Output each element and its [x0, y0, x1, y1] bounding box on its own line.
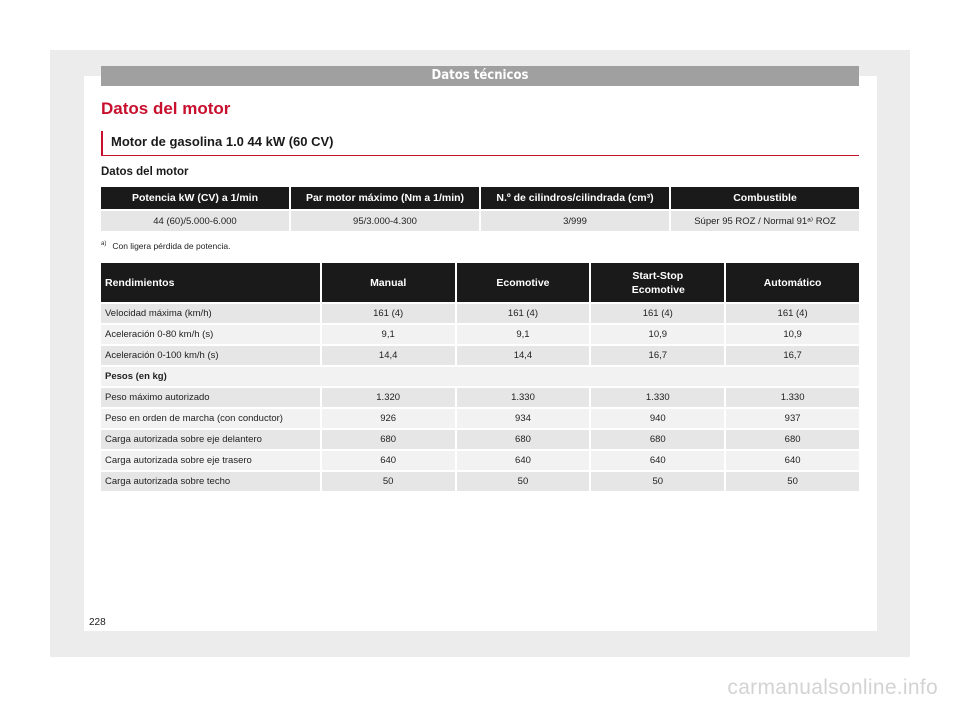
table-cell: 16,7 [726, 346, 859, 365]
table-cell: 50 [591, 472, 724, 491]
performance-table [99, 261, 861, 493]
table-cell: 1.330 [457, 388, 590, 407]
section-label: Pesos (en kg) [101, 367, 859, 386]
table-cell: 9,1 [457, 325, 590, 344]
table-row [101, 430, 859, 449]
table-cell: 10,9 [591, 325, 724, 344]
column-header: N.º de cilindros/cilindrada (cm³) [481, 187, 669, 209]
table-header-row [101, 263, 859, 302]
page-number: 228 [89, 617, 106, 628]
table-cell: 161 (4) [726, 304, 859, 323]
footnote-marker: a) [101, 241, 107, 248]
watermark: carmanualsonline.info [727, 676, 938, 699]
column-header: Manual [322, 263, 455, 302]
engine-data-table [99, 185, 861, 233]
table-cell: 50 [457, 472, 590, 491]
table-cell: 1.330 [726, 388, 859, 407]
table-cell: 934 [457, 409, 590, 428]
table-row [101, 325, 859, 344]
table-row [101, 304, 859, 323]
table-row [101, 472, 859, 491]
row-label: Peso máximo autorizado [101, 388, 320, 407]
table-cell: 44 (60)/5.000-6.000 [101, 211, 289, 231]
table-cell: 16,7 [591, 346, 724, 365]
footnote [101, 241, 230, 251]
table-row [101, 346, 859, 365]
subsection-heading [101, 131, 859, 156]
column-header: Ecomotive [457, 263, 590, 302]
table-cell: 95/3.000-4.300 [291, 211, 479, 231]
table-cell: 926 [322, 409, 455, 428]
table-cell: Súper 95 ROZ / Normal 91ᵃ⁾ ROZ [671, 211, 859, 231]
table-cell: 940 [591, 409, 724, 428]
table-cell: 640 [726, 451, 859, 470]
table-cell: 640 [457, 451, 590, 470]
table-cell: 50 [726, 472, 859, 491]
table-cell: 161 (4) [457, 304, 590, 323]
table-cell: 14,4 [322, 346, 455, 365]
table-cell: 50 [322, 472, 455, 491]
column-header: Potencia kW (CV) a 1/min [101, 187, 289, 209]
table-cell: 10,9 [726, 325, 859, 344]
table-cell: 640 [591, 451, 724, 470]
table-row [101, 409, 859, 428]
table-caption: Datos del motor [101, 166, 189, 178]
column-header: Start-Stop Ecomotive [591, 263, 724, 302]
table-cell: 937 [726, 409, 859, 428]
row-label: Aceleración 0-100 km/h (s) [101, 346, 320, 365]
table-cell: 680 [457, 430, 590, 449]
table-cell: 640 [322, 451, 455, 470]
table-cell: 9,1 [322, 325, 455, 344]
table-row [101, 211, 859, 231]
table-cell: 680 [726, 430, 859, 449]
table-cell: 161 (4) [322, 304, 455, 323]
row-label: Velocidad máxima (km/h) [101, 304, 320, 323]
table-cell: 1.330 [591, 388, 724, 407]
row-label: Carga autorizada sobre techo [101, 472, 320, 491]
table-cell: 14,4 [457, 346, 590, 365]
column-header: Combustible [671, 187, 859, 209]
table-cell: 1.320 [322, 388, 455, 407]
row-label: Peso en orden de marcha (con conductor) [101, 409, 320, 428]
column-header: Rendimientos [101, 263, 320, 302]
column-header: Automático [726, 263, 859, 302]
subsection-title: Motor de gasolina 1.0 44 kW (60 CV) [111, 134, 334, 149]
row-label: Aceleración 0-80 km/h (s) [101, 325, 320, 344]
table-cell: 680 [322, 430, 455, 449]
row-label: Carga autorizada sobre eje trasero [101, 451, 320, 470]
section-title: Datos del motor [101, 99, 231, 118]
table-cell: 161 (4) [591, 304, 724, 323]
table-row [101, 388, 859, 407]
table-row [101, 451, 859, 470]
table-cell: 680 [591, 430, 724, 449]
section-row [101, 367, 859, 386]
table-header-row [101, 187, 859, 209]
column-header: Par motor máximo (Nm a 1/min) [291, 187, 479, 209]
footnote-text: Con ligera pérdida de potencia. [112, 241, 231, 251]
page-header: Datos técnicos [101, 66, 859, 86]
row-label: Carga autorizada sobre eje delantero [101, 430, 320, 449]
table-cell: 3/999 [481, 211, 669, 231]
